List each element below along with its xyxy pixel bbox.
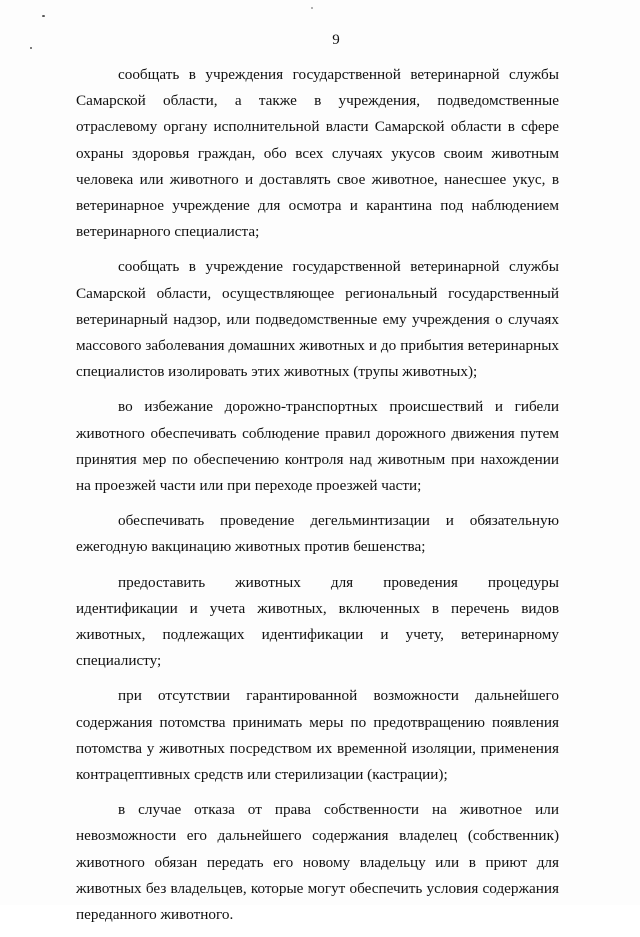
scan-speck	[42, 15, 45, 17]
paragraph-ownership-transfer: в случае отказа от права собственности на животное или невозможности его дальнейшего содержания владелец (собственник) животного обязан передать его новому владельцу или в приют для животных без владельцев, которые могут обеспечить условия содержания переданного животного.	[76, 801, 559, 924]
page-number: 9	[332, 32, 340, 48]
paragraph-report-mass-disease: сообщать в учреждение государственной ветеринарной службы Самарской области, осуществляющее региональный государственный ветеринарный надзор, или подведомственные ему учреждения о случаях массового заболевания домашних животных и до прибытия ветеринарных специалистов изолировать этих животных (трупы животных);	[76, 258, 559, 381]
paragraph-report-bites: сообщать в учреждения государственной ветеринарной службы Самарской области, а также в учреждения, подведомственные отраслевому органу исполнительной власти Самарской области в сфере охраны здоровья граждан, обо всех случаях укусов своим животным человека или животного и доставлять свое животное, нанесшее укус, в ветеринарное учреждение для осмотра и карантина под наблюдением ветеринарного специалиста;	[76, 66, 559, 241]
paragraph-offspring-control: при отсутствии гарантированной возможности дальнейшего содержания потомства принимать меры по предотвращению появления потомства у животных посредством их временной изоляции, применения контрацептивных средств или стерилизации (кастрации);	[76, 687, 559, 784]
paragraph-identification: предоставить животных для проведения процедуры идентификации и учета животных, включенных в перечень видов животных, подлежащих идентификации и учету, ветеринарному специалисту;	[76, 573, 559, 670]
document-body	[76, 62, 559, 937]
paragraph-road-safety: во избежание дорожно-транспортных происшествий и гибели животного обеспечивать соблюдение правил дорожного движения путем принятия мер по обеспечению контроля над животным при нахождении на проезжей части или при переходе проезжей части;	[76, 398, 559, 495]
scan-speck	[311, 7, 313, 9]
paragraph-vaccination: обеспечивать проведение дегельминтизации и обязательную ежегодную вакцинацию животных против бешенства;	[76, 512, 559, 556]
